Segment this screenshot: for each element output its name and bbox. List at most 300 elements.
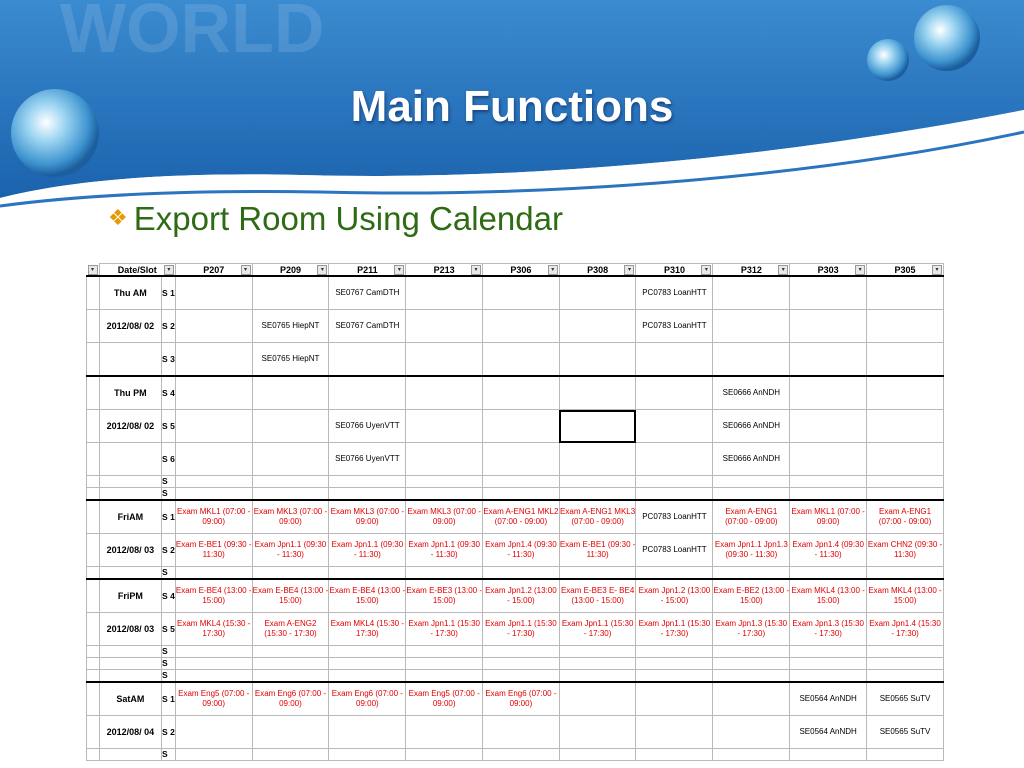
room-cell[interactable] — [559, 670, 636, 683]
room-cell[interactable] — [406, 310, 483, 343]
row-gutter — [87, 276, 100, 310]
day-cell[interactable] — [99, 567, 161, 580]
slot-cell[interactable]: S 4 — [162, 579, 176, 613]
room-cell[interactable] — [252, 476, 329, 488]
room-cell[interactable] — [483, 646, 560, 658]
row-gutter — [87, 534, 100, 567]
room-cell[interactable] — [867, 410, 944, 443]
header-label: P213 — [433, 264, 455, 275]
header-room — [713, 264, 790, 277]
room-cell[interactable]: Exam Jpn1.2 (13:00 - 15:00) — [636, 579, 713, 613]
room-cell[interactable]: Exam A-ENG1 MKL2 (07:00 - 09:00) — [483, 500, 560, 534]
day-cell[interactable]: SatAM — [99, 682, 161, 716]
filter-dropdown-icon[interactable]: ▾ — [317, 265, 327, 275]
room-cell[interactable] — [329, 646, 406, 658]
table-row — [87, 579, 944, 613]
room-cell[interactable]: PC0783 LoanHTT — [636, 500, 713, 534]
room-cell[interactable]: SE0666 AnNDH — [713, 410, 790, 443]
room-cell[interactable] — [175, 670, 252, 683]
slot-cell[interactable]: S 1 — [162, 500, 176, 534]
filter-dropdown-icon[interactable]: ▾ — [701, 265, 711, 275]
room-cell[interactable] — [406, 276, 483, 310]
slot-cell[interactable]: S 1 — [162, 276, 176, 310]
slot-cell[interactable]: S 4 — [162, 376, 176, 410]
room-cell[interactable] — [636, 343, 713, 377]
room-cell[interactable] — [867, 670, 944, 683]
table-row — [87, 716, 944, 749]
room-cell[interactable] — [867, 276, 944, 310]
table-row — [87, 670, 944, 683]
header-label: P305 — [894, 264, 916, 275]
room-cell[interactable] — [329, 376, 406, 410]
room-cell[interactable]: SE0765 HiepNT — [252, 310, 329, 343]
room-cell[interactable] — [483, 443, 560, 476]
room-cell[interactable]: Exam Jpn1.1 Jpn1.3 (09:30 - 11:30) — [713, 534, 790, 567]
room-cell[interactable]: Exam CHN2 (09:30 - 11:30) — [867, 534, 944, 567]
row-gutter — [87, 613, 100, 646]
room-cell[interactable] — [559, 682, 636, 716]
room-cell[interactable] — [713, 658, 790, 670]
day-cell[interactable]: 2012/08/ 02 — [99, 310, 161, 343]
room-cell[interactable] — [867, 476, 944, 488]
row-gutter — [87, 476, 100, 488]
table-row — [87, 534, 944, 567]
room-cell[interactable] — [175, 658, 252, 670]
filter-dropdown-icon[interactable]: ▾ — [88, 265, 98, 275]
room-cell[interactable] — [867, 443, 944, 476]
room-cell[interactable] — [790, 646, 867, 658]
room-cell[interactable] — [867, 658, 944, 670]
room-cell[interactable] — [636, 670, 713, 683]
room-cell[interactable] — [252, 749, 329, 761]
room-cell[interactable] — [175, 310, 252, 343]
table-row — [87, 488, 944, 501]
day-cell[interactable]: 2012/08/ 03 — [99, 613, 161, 646]
header-room — [559, 264, 636, 277]
room-cell[interactable] — [559, 749, 636, 761]
room-cell[interactable] — [175, 276, 252, 310]
room-cell[interactable] — [713, 716, 790, 749]
room-cell[interactable] — [175, 488, 252, 501]
room-cell[interactable] — [252, 670, 329, 683]
room-cell[interactable] — [636, 682, 713, 716]
room-cell[interactable] — [406, 670, 483, 683]
room-cell[interactable] — [483, 658, 560, 670]
room-cell[interactable] — [790, 410, 867, 443]
room-cell[interactable] — [559, 476, 636, 488]
room-cell[interactable] — [406, 646, 483, 658]
filter-dropdown-icon[interactable]: ▾ — [471, 265, 481, 275]
row-gutter — [87, 310, 100, 343]
room-cell[interactable] — [406, 376, 483, 410]
filter-dropdown-icon[interactable]: ▾ — [855, 265, 865, 275]
room-cell[interactable]: Exam A-ENG2 (15:30 - 17:30) — [252, 613, 329, 646]
slot-cell[interactable]: S 1 — [162, 682, 176, 716]
room-cell[interactable]: Exam A-ENG1 MKL3 (07:00 - 09:00) — [559, 500, 636, 534]
room-cell[interactable]: Exam Eng6 (07:00 - 09:00) — [252, 682, 329, 716]
room-cell[interactable] — [636, 376, 713, 410]
room-cell[interactable] — [559, 646, 636, 658]
room-cell[interactable] — [636, 488, 713, 501]
room-cell[interactable] — [175, 567, 252, 580]
table-row — [87, 310, 944, 343]
table-row — [87, 749, 944, 761]
filter-dropdown-icon[interactable]: ▾ — [164, 265, 174, 275]
row-gutter — [87, 567, 100, 580]
room-cell[interactable]: SE0565 SuTV — [867, 716, 944, 749]
room-cell[interactable] — [329, 476, 406, 488]
room-cell[interactable] — [483, 310, 560, 343]
day-cell[interactable] — [99, 670, 161, 683]
room-cell[interactable] — [790, 276, 867, 310]
room-cell[interactable]: Exam E-BE3 E- BE4 (13:00 - 15:00) — [559, 579, 636, 613]
table-row — [87, 682, 944, 716]
room-cell[interactable] — [559, 567, 636, 580]
room-cell[interactable]: Exam Jpn1.4 (09:30 - 11:30) — [790, 534, 867, 567]
room-cell[interactable]: PC0783 LoanHTT — [636, 276, 713, 310]
room-cell[interactable] — [636, 716, 713, 749]
room-cell[interactable]: Exam MKL4 (13:00 - 15:00) — [790, 579, 867, 613]
day-cell[interactable] — [99, 749, 161, 761]
room-cell[interactable] — [559, 343, 636, 377]
selected-cell[interactable] — [559, 410, 636, 443]
header-label: P312 — [740, 264, 762, 275]
slot-cell[interactable]: S 5 — [162, 613, 176, 646]
room-cell[interactable] — [713, 343, 790, 377]
filter-dropdown-icon[interactable]: ▾ — [778, 265, 788, 275]
slot-cell[interactable]: S — [162, 476, 176, 488]
room-cell[interactable] — [559, 276, 636, 310]
room-cell[interactable] — [175, 410, 252, 443]
day-cell[interactable]: Thu PM — [99, 376, 161, 410]
row-gutter — [87, 682, 100, 716]
day-cell[interactable]: 2012/08/ 03 — [99, 534, 161, 567]
orb-small — [867, 39, 909, 81]
room-cell[interactable]: Exam E-BE4 (13:00 - 15:00) — [175, 579, 252, 613]
row-gutter — [87, 376, 100, 410]
room-cell[interactable]: Exam E-BE1 (09:30 - 11:30) — [175, 534, 252, 567]
orb-right — [914, 5, 980, 71]
room-cell[interactable]: Exam MKL4 (15:30 - 17:30) — [329, 613, 406, 646]
room-cell[interactable]: Exam E-BE4 (13:00 - 15:00) — [252, 579, 329, 613]
room-cell[interactable]: Exam Jpn1.3 (15:30 - 17:30) — [790, 613, 867, 646]
room-cell[interactable] — [406, 749, 483, 761]
room-cell[interactable] — [252, 376, 329, 410]
slot-cell[interactable]: S 5 — [162, 410, 176, 443]
room-cell[interactable] — [790, 343, 867, 377]
room-cell[interactable]: SE0565 SuTV — [867, 682, 944, 716]
filter-dropdown-icon[interactable]: ▾ — [932, 265, 942, 275]
room-cell[interactable]: SE0564 AnNDH — [790, 716, 867, 749]
room-cell[interactable] — [867, 567, 944, 580]
day-cell[interactable]: 2012/08/ 02 — [99, 410, 161, 443]
room-cell[interactable] — [406, 716, 483, 749]
room-cell[interactable] — [790, 310, 867, 343]
room-cell[interactable] — [636, 410, 713, 443]
table-row — [87, 343, 944, 377]
room-cell[interactable] — [559, 443, 636, 476]
room-cell[interactable] — [175, 343, 252, 377]
room-cell[interactable]: Exam MKL3 (07:00 - 09:00) — [252, 500, 329, 534]
room-cell[interactable]: Exam E-BE4 (13:00 - 15:00) — [329, 579, 406, 613]
room-cell[interactable] — [483, 567, 560, 580]
room-cell[interactable] — [483, 476, 560, 488]
header-label: P310 — [663, 264, 685, 275]
room-cell[interactable]: SE0765 HiepNT — [252, 343, 329, 377]
room-cell[interactable] — [713, 310, 790, 343]
filter-dropdown-icon[interactable]: ▾ — [548, 265, 558, 275]
room-cell[interactable] — [483, 716, 560, 749]
header-label: P303 — [817, 264, 839, 275]
room-cell[interactable]: SE0666 AnNDH — [713, 376, 790, 410]
room-cell[interactable]: SE0767 CamDTH — [329, 310, 406, 343]
room-cell[interactable] — [790, 749, 867, 761]
room-cell[interactable]: Exam Jpn1.1 (15:30 - 17:30) — [636, 613, 713, 646]
room-calendar-table — [86, 263, 944, 761]
day-cell[interactable] — [99, 488, 161, 501]
room-cell[interactable]: Exam Jpn1.1 (09:30 - 11:30) — [329, 534, 406, 567]
room-cell[interactable] — [867, 646, 944, 658]
room-cell[interactable] — [790, 658, 867, 670]
room-cell[interactable] — [483, 488, 560, 501]
room-cell[interactable] — [329, 670, 406, 683]
room-cell[interactable] — [790, 376, 867, 410]
room-cell[interactable]: Exam Jpn1.1 (09:30 - 11:30) — [406, 534, 483, 567]
room-cell[interactable] — [713, 276, 790, 310]
header-label: P306 — [510, 264, 532, 275]
row-gutter — [87, 343, 100, 377]
room-cell[interactable] — [406, 488, 483, 501]
filter-dropdown-icon[interactable]: ▾ — [624, 265, 634, 275]
header-room — [406, 264, 483, 277]
row-gutter — [87, 658, 100, 670]
room-cell[interactable] — [559, 310, 636, 343]
room-cell[interactable] — [713, 567, 790, 580]
header-room — [175, 264, 252, 277]
room-cell[interactable] — [175, 716, 252, 749]
room-cell[interactable] — [406, 658, 483, 670]
room-cell[interactable]: SE0766 UyenVTT — [329, 410, 406, 443]
room-cell[interactable] — [713, 749, 790, 761]
room-cell[interactable] — [636, 567, 713, 580]
room-cell[interactable]: Exam E-BE2 (13:00 - 15:00) — [713, 579, 790, 613]
svg-text:WORLD: WORLD — [60, 0, 325, 67]
room-cell[interactable] — [483, 343, 560, 377]
table-row — [87, 410, 944, 443]
diamond-bullet-icon: ❖ — [108, 205, 128, 230]
row-gutter — [87, 749, 100, 761]
room-cell[interactable] — [713, 476, 790, 488]
table-row — [87, 658, 944, 670]
room-cell[interactable] — [559, 488, 636, 501]
room-cell[interactable]: Exam Eng6 (07:00 - 09:00) — [483, 682, 560, 716]
slot-cell[interactable]: S 2 — [162, 716, 176, 749]
room-cell[interactable]: Exam A-ENG1 (07:00 - 09:00) — [867, 500, 944, 534]
header-date-slot — [99, 264, 175, 277]
room-cell[interactable]: Exam Eng6 (07:00 - 09:00) — [329, 682, 406, 716]
room-cell[interactable]: Exam Jpn1.1 (15:30 - 17:30) — [483, 613, 560, 646]
slot-cell[interactable]: S 2 — [162, 310, 176, 343]
room-cell[interactable] — [175, 749, 252, 761]
room-cell[interactable]: Exam Jpn1.1 (15:30 - 17:30) — [559, 613, 636, 646]
room-cell[interactable]: SE0766 UyenVTT — [329, 443, 406, 476]
room-cell[interactable] — [867, 488, 944, 501]
room-cell[interactable] — [483, 749, 560, 761]
room-cell[interactable] — [559, 376, 636, 410]
room-cell[interactable] — [790, 488, 867, 501]
room-cell[interactable] — [713, 488, 790, 501]
room-cell[interactable] — [329, 749, 406, 761]
filter-dropdown-icon[interactable]: ▾ — [241, 265, 251, 275]
day-cell[interactable]: Thu AM — [99, 276, 161, 310]
room-cell[interactable] — [636, 749, 713, 761]
room-cell[interactable] — [483, 670, 560, 683]
room-cell[interactable] — [252, 646, 329, 658]
slot-cell[interactable]: S — [162, 488, 176, 501]
table-row — [87, 376, 944, 410]
room-cell[interactable] — [175, 646, 252, 658]
room-cell[interactable] — [483, 276, 560, 310]
room-cell[interactable]: Exam Eng5 (07:00 - 09:00) — [406, 682, 483, 716]
table-row — [87, 646, 944, 658]
room-cell[interactable]: Exam A-ENG1 (07:00 - 09:00) — [713, 500, 790, 534]
room-cell[interactable] — [790, 670, 867, 683]
room-cell[interactable] — [636, 658, 713, 670]
header-label: P211 — [357, 264, 378, 275]
header-label: P207 — [203, 264, 225, 275]
room-cell[interactable]: Exam MKL1 (07:00 - 09:00) — [790, 500, 867, 534]
header-room — [483, 264, 560, 277]
room-cell[interactable] — [483, 410, 560, 443]
header-label: P209 — [279, 264, 301, 275]
room-cell[interactable]: Exam MKL4 (13:00 - 15:00) — [867, 579, 944, 613]
day-cell[interactable] — [99, 443, 161, 476]
row-gutter — [87, 443, 100, 476]
room-cell[interactable]: Exam Jpn1.4 (15:30 - 17:30) — [867, 613, 944, 646]
day-cell[interactable]: 2012/08/ 04 — [99, 716, 161, 749]
slot-cell[interactable]: S — [162, 670, 176, 683]
room-cell[interactable] — [329, 343, 406, 377]
room-cell[interactable] — [636, 476, 713, 488]
calendar-spreadsheet — [86, 263, 944, 759]
row-gutter — [87, 410, 100, 443]
room-cell[interactable]: Exam Eng5 (07:00 - 09:00) — [175, 682, 252, 716]
row-gutter — [87, 646, 100, 658]
room-cell[interactable] — [636, 443, 713, 476]
slot-cell[interactable]: S 3 — [162, 343, 176, 377]
room-cell[interactable] — [175, 443, 252, 476]
table-row — [87, 443, 944, 476]
day-cell[interactable] — [99, 476, 161, 488]
day-cell[interactable] — [99, 343, 161, 377]
room-cell[interactable] — [790, 476, 867, 488]
room-cell[interactable]: Exam Jpn1.3 (15:30 - 17:30) — [713, 613, 790, 646]
room-cell[interactable] — [329, 567, 406, 580]
room-cell[interactable] — [175, 376, 252, 410]
room-cell[interactable] — [252, 276, 329, 310]
room-cell[interactable]: Exam MKL3 (07:00 - 09:00) — [406, 500, 483, 534]
day-cell[interactable] — [99, 646, 161, 658]
table-row — [87, 500, 944, 534]
room-cell[interactable] — [636, 646, 713, 658]
row-gutter — [87, 579, 100, 613]
room-cell[interactable] — [175, 476, 252, 488]
row-gutter — [87, 264, 100, 277]
room-cell[interactable] — [329, 658, 406, 670]
room-cell[interactable]: SE0767 CamDTH — [329, 276, 406, 310]
slot-cell[interactable]: S — [162, 749, 176, 761]
room-cell[interactable] — [713, 682, 790, 716]
room-cell[interactable]: Exam Jpn1.1 (09:30 - 11:30) — [252, 534, 329, 567]
room-cell[interactable] — [406, 567, 483, 580]
room-cell[interactable] — [252, 567, 329, 580]
room-cell[interactable] — [790, 567, 867, 580]
room-cell[interactable]: SE0564 AnNDH — [790, 682, 867, 716]
room-cell[interactable] — [559, 716, 636, 749]
filter-dropdown-icon[interactable]: ▾ — [394, 265, 404, 275]
room-cell[interactable]: Exam E-BE3 (13:00 - 15:00) — [406, 579, 483, 613]
room-cell[interactable] — [713, 646, 790, 658]
room-cell[interactable]: Exam E-BE1 (09:30 - 11:30) — [559, 534, 636, 567]
calendar-body — [87, 276, 944, 761]
room-cell[interactable]: PC0783 LoanHTT — [636, 310, 713, 343]
room-cell[interactable]: PC0783 LoanHTT — [636, 534, 713, 567]
slide-subtitle — [108, 200, 563, 238]
room-cell[interactable] — [406, 410, 483, 443]
row-gutter — [87, 488, 100, 501]
room-cell[interactable] — [867, 343, 944, 377]
room-cell[interactable] — [252, 658, 329, 670]
room-cell[interactable]: Exam Jpn1.1 (15:30 - 17:30) — [406, 613, 483, 646]
room-cell[interactable]: Exam MKL3 (07:00 - 09:00) — [329, 500, 406, 534]
day-cell[interactable]: FriPM — [99, 579, 161, 613]
room-cell[interactable] — [329, 716, 406, 749]
slot-cell[interactable]: S — [162, 658, 176, 670]
table-row — [87, 613, 944, 646]
slot-cell[interactable]: S — [162, 567, 176, 580]
room-cell[interactable] — [713, 670, 790, 683]
room-cell[interactable] — [252, 716, 329, 749]
table-row — [87, 476, 944, 488]
room-cell[interactable] — [252, 443, 329, 476]
room-cell[interactable] — [252, 488, 329, 501]
room-cell[interactable] — [867, 376, 944, 410]
room-cell[interactable]: Exam MKL4 (15:30 - 17:30) — [175, 613, 252, 646]
room-cell[interactable] — [790, 443, 867, 476]
room-cell[interactable]: Exam Jpn1.4 (09:30 - 11:30) — [483, 534, 560, 567]
room-cell[interactable] — [559, 658, 636, 670]
room-cell[interactable] — [252, 410, 329, 443]
row-gutter — [87, 500, 100, 534]
room-cell[interactable]: SE0666 AnNDH — [713, 443, 790, 476]
header-room — [867, 264, 944, 277]
slot-cell[interactable]: S 2 — [162, 534, 176, 567]
slot-cell[interactable]: S 6 — [162, 443, 176, 476]
day-cell[interactable]: FriAM — [99, 500, 161, 534]
room-cell[interactable] — [867, 749, 944, 761]
room-cell[interactable] — [483, 376, 560, 410]
room-cell[interactable]: Exam Jpn1.2 (13:00 - 15:00) — [483, 579, 560, 613]
slot-cell[interactable]: S — [162, 646, 176, 658]
room-cell[interactable] — [406, 476, 483, 488]
subtitle-text: Export Room Using Calendar — [133, 200, 563, 237]
day-cell[interactable] — [99, 658, 161, 670]
room-cell[interactable] — [406, 343, 483, 377]
room-cell[interactable]: Exam MKL1 (07:00 - 09:00) — [175, 500, 252, 534]
room-cell[interactable] — [329, 488, 406, 501]
room-cell[interactable] — [867, 310, 944, 343]
room-cell[interactable] — [406, 443, 483, 476]
